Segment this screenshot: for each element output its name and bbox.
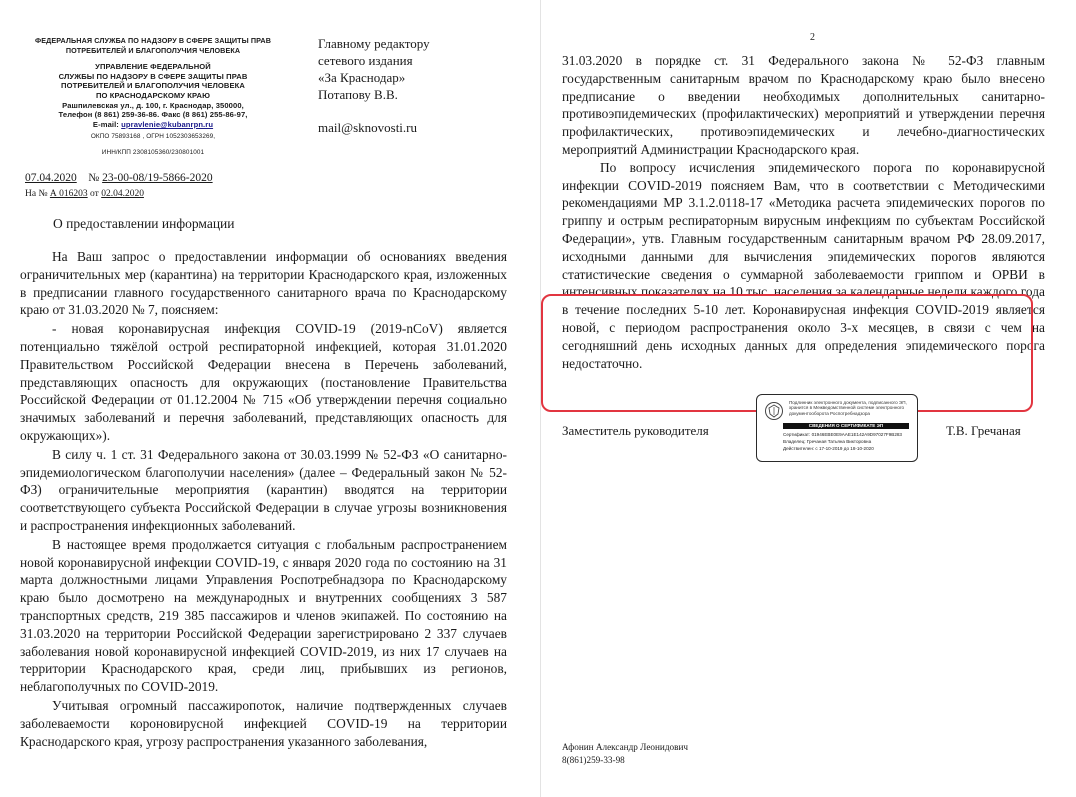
body-paragraph: В настоящее время продолжается ситуация с глобальным распространением новой коронавирусной инфекции COVID-19, с января 2020 года по состоянию на 31 марта должностными лицами Управления Роспотребнадзора по Краснодарскому краю было досмотрено на международных и внутренних сообщениях 3 587 транспортных средств, 219 385 пассажиров и членов экипажей. По состоянию на 31.03.2020 на территории Российской Федерации зарегистрировано 2 337 случаев заболевания новой коронавирусной инфекцией COVID-2019, из них 17 случаев на территории Краснодарского края, среди лиц, прибывших из регионов, неблагополучных по COVID-2019. (20, 536, 507, 695)
reply-from: от (90, 189, 99, 199)
stamp-certificate: Сертификат: 01946EBE0E9AAE1E142A9D97027F9B283 (783, 432, 902, 437)
coat-of-arms-icon (764, 401, 784, 421)
org-line-6: ПО КРАСНОДАРСКОМУ КРАЮ (95, 90, 211, 100)
addressee-line-4: Потапову В.В. (318, 87, 398, 102)
electronic-signature-stamp (756, 394, 918, 462)
org-line-3: УПРАВЛЕНИЕ ФЕДЕРАЛЬНОЙ (95, 62, 211, 72)
body-paragraph: В силу ч. 1 ст. 31 Федерального закона от 30.03.1999 № 52-ФЗ «О санитарно-эпидемиологическом благополучии населения» (далее – Федеральный закон № 52-ФЗ) ограничительные мероприятия (карантин) вводятся на территории соответствующего субъекта Российской Федерации в случае угрозы возникновения и распространения инфекционных заболеваний. (20, 446, 507, 533)
addressee-line-2: сетевого издания (318, 53, 413, 68)
registration-number-label: № (88, 172, 100, 184)
stamp-text: Подлинник электронного документа, подписанного ЭП, хранится в Межведомственной системе электронного документооборота Роспотребнадзора (789, 400, 907, 416)
organization-header (18, 36, 288, 158)
addressee-line-3: «За Краснодар» (318, 70, 406, 85)
addressee-email: mail@sknovosti.ru (318, 120, 417, 135)
org-email-link[interactable]: upravlenie@kubanrpn.ru (121, 119, 214, 129)
org-okpo: ОКПО 75893168 , ОГРН 1052303653269, (90, 133, 216, 141)
stamp-band: СВЕДЕНИЯ О СЕРТИФИКАТЕ ЭП (783, 423, 909, 429)
registration-number: 23-00-08/19-5866-2020 (102, 172, 213, 184)
org-inn: ИНН/КПП 2308105360/230801001 (101, 148, 205, 156)
registration-date: 07.04.2020 (25, 172, 77, 184)
reply-date: 02.04.2020 (101, 189, 144, 199)
letter-body-page-1 (20, 248, 507, 750)
org-line-2: ПОТРЕБИТЕЛЕЙ И БЛАГОПОЛУЧИЯ ЧЕЛОВЕКА (65, 45, 241, 55)
stamp-validity: Действителен: с 17-10-2019 до 18-10-2020 (783, 446, 874, 451)
registration-line (25, 172, 213, 184)
reply-line (25, 189, 144, 199)
reply-label: На № (25, 189, 48, 199)
org-phone: Телефон (8 861) 259-36-86. Факс (8 861) 255-86-97, (58, 110, 248, 120)
org-email-label: E-mail: (92, 119, 119, 129)
reply-number: А 016203 (49, 189, 88, 199)
signer-title: Заместитель руководителя (562, 423, 709, 438)
body-paragraph: Учитывая огромный пассажиропоток, наличие подтвержденных случаев заболеваемости короновирусной инфекцией COVID-19 на территории Краснодарского края, угрозу распространения указанного заболевания, (20, 697, 507, 749)
body-paragraph: На Ваш запрос о предоставлении информации об основаниях введения ограничительных мер (карантина) на территории Краснодарского края, изложенных в предписании главного государственного санитарного врача по Краснодарскому краю от 31.03.2020 № 7, поясняем: (20, 249, 507, 318)
org-address: Рашпилевская ул., д. 100, г. Краснодар, 350000, (62, 100, 244, 110)
addressee-block (318, 35, 528, 136)
addressee-line-1: Главному редактору (318, 36, 430, 51)
org-email-line (18, 120, 288, 130)
executor-phone: 8(861)259-33-98 (562, 755, 625, 765)
letter-subject: О предоставлении информации (53, 216, 235, 231)
org-line-1: ФЕДЕРАЛЬНАЯ СЛУЖБА ПО НАДЗОРУ В СФЕРЕ ЗАЩИТЫ ПРАВ (34, 36, 272, 45)
page-number: 2 (810, 32, 815, 43)
executor-name: Афонин Александр Леонидович (562, 742, 688, 752)
body-paragraph: 31.03.2020 в порядке ст. 31 Федерального закона № 52-ФЗ главным государственным санитарным врачом по Краснодарскому краю было внесено предписание о введении необходимых дополнительных санитарно-противоэпидемических (профилактических) мероприятий и утверждении перечня профилактических, противоэпидемических и лечебно-диагностических мероприятий Администрации Краснодарского края. (562, 53, 1045, 157)
org-line-4: СЛУЖБЫ ПО НАДЗОРУ В СФЕРЕ ЗАЩИТЫ ПРАВ (58, 71, 248, 81)
body-paragraph: По вопросу исчисления эпидемического порога по коронавирусной инфекции COVID-2019 поясняем Вам, что в соответствии с Методическими рекомендациями МР 3.1.2.0118-17 «Методика расчета эпидемических порогов по гриппу и острым респираторным вирусным инфекциям по субъектам Российской Федерации», утв. Главным государственным санитарным врачом РФ 28.09.2017, исходными данными для вычисления эпидемических порогов являются статистические сведения о суммарной заболеваемости гриппом и ОРВИ в интенсивных показателях на 10 тыс. населения за календарные недели каждого года в течение последних 5-10 лет. Коронавирусная инфекция COVID-2019 является новой, с периодом распространения около 3-х месяцев, в связи с чем на сегодняшний день исходных данных для определения эпидемического порога недостаточно. (562, 159, 1045, 371)
signer-name: Т.В. Гречаная (946, 423, 1021, 438)
body-paragraph: - новая коронавирусная инфекция COVID-19 (2019-nCoV) является потенциально тяжёлой острой респираторной инфекцией, которая 31.01.2020 Правительством Российской Федерации внесена в Перечень заболеваний, представляющих опасность для окружающих (постановление Правительства Российской Федерации от 01.12.2004 № 715 «Об утверждении перечня социально значимых заболеваний и перечня заболеваний, представляющих опасность для окружающих»). (20, 321, 507, 443)
executor-block (562, 741, 688, 767)
org-line-5: ПОТРЕБИТЕЛЕЙ И БЛАГОПОЛУЧИЯ ЧЕЛОВЕКА (61, 81, 245, 91)
stamp-owner: Владелец: Гречаная Татьяна Викторовна (783, 439, 872, 444)
